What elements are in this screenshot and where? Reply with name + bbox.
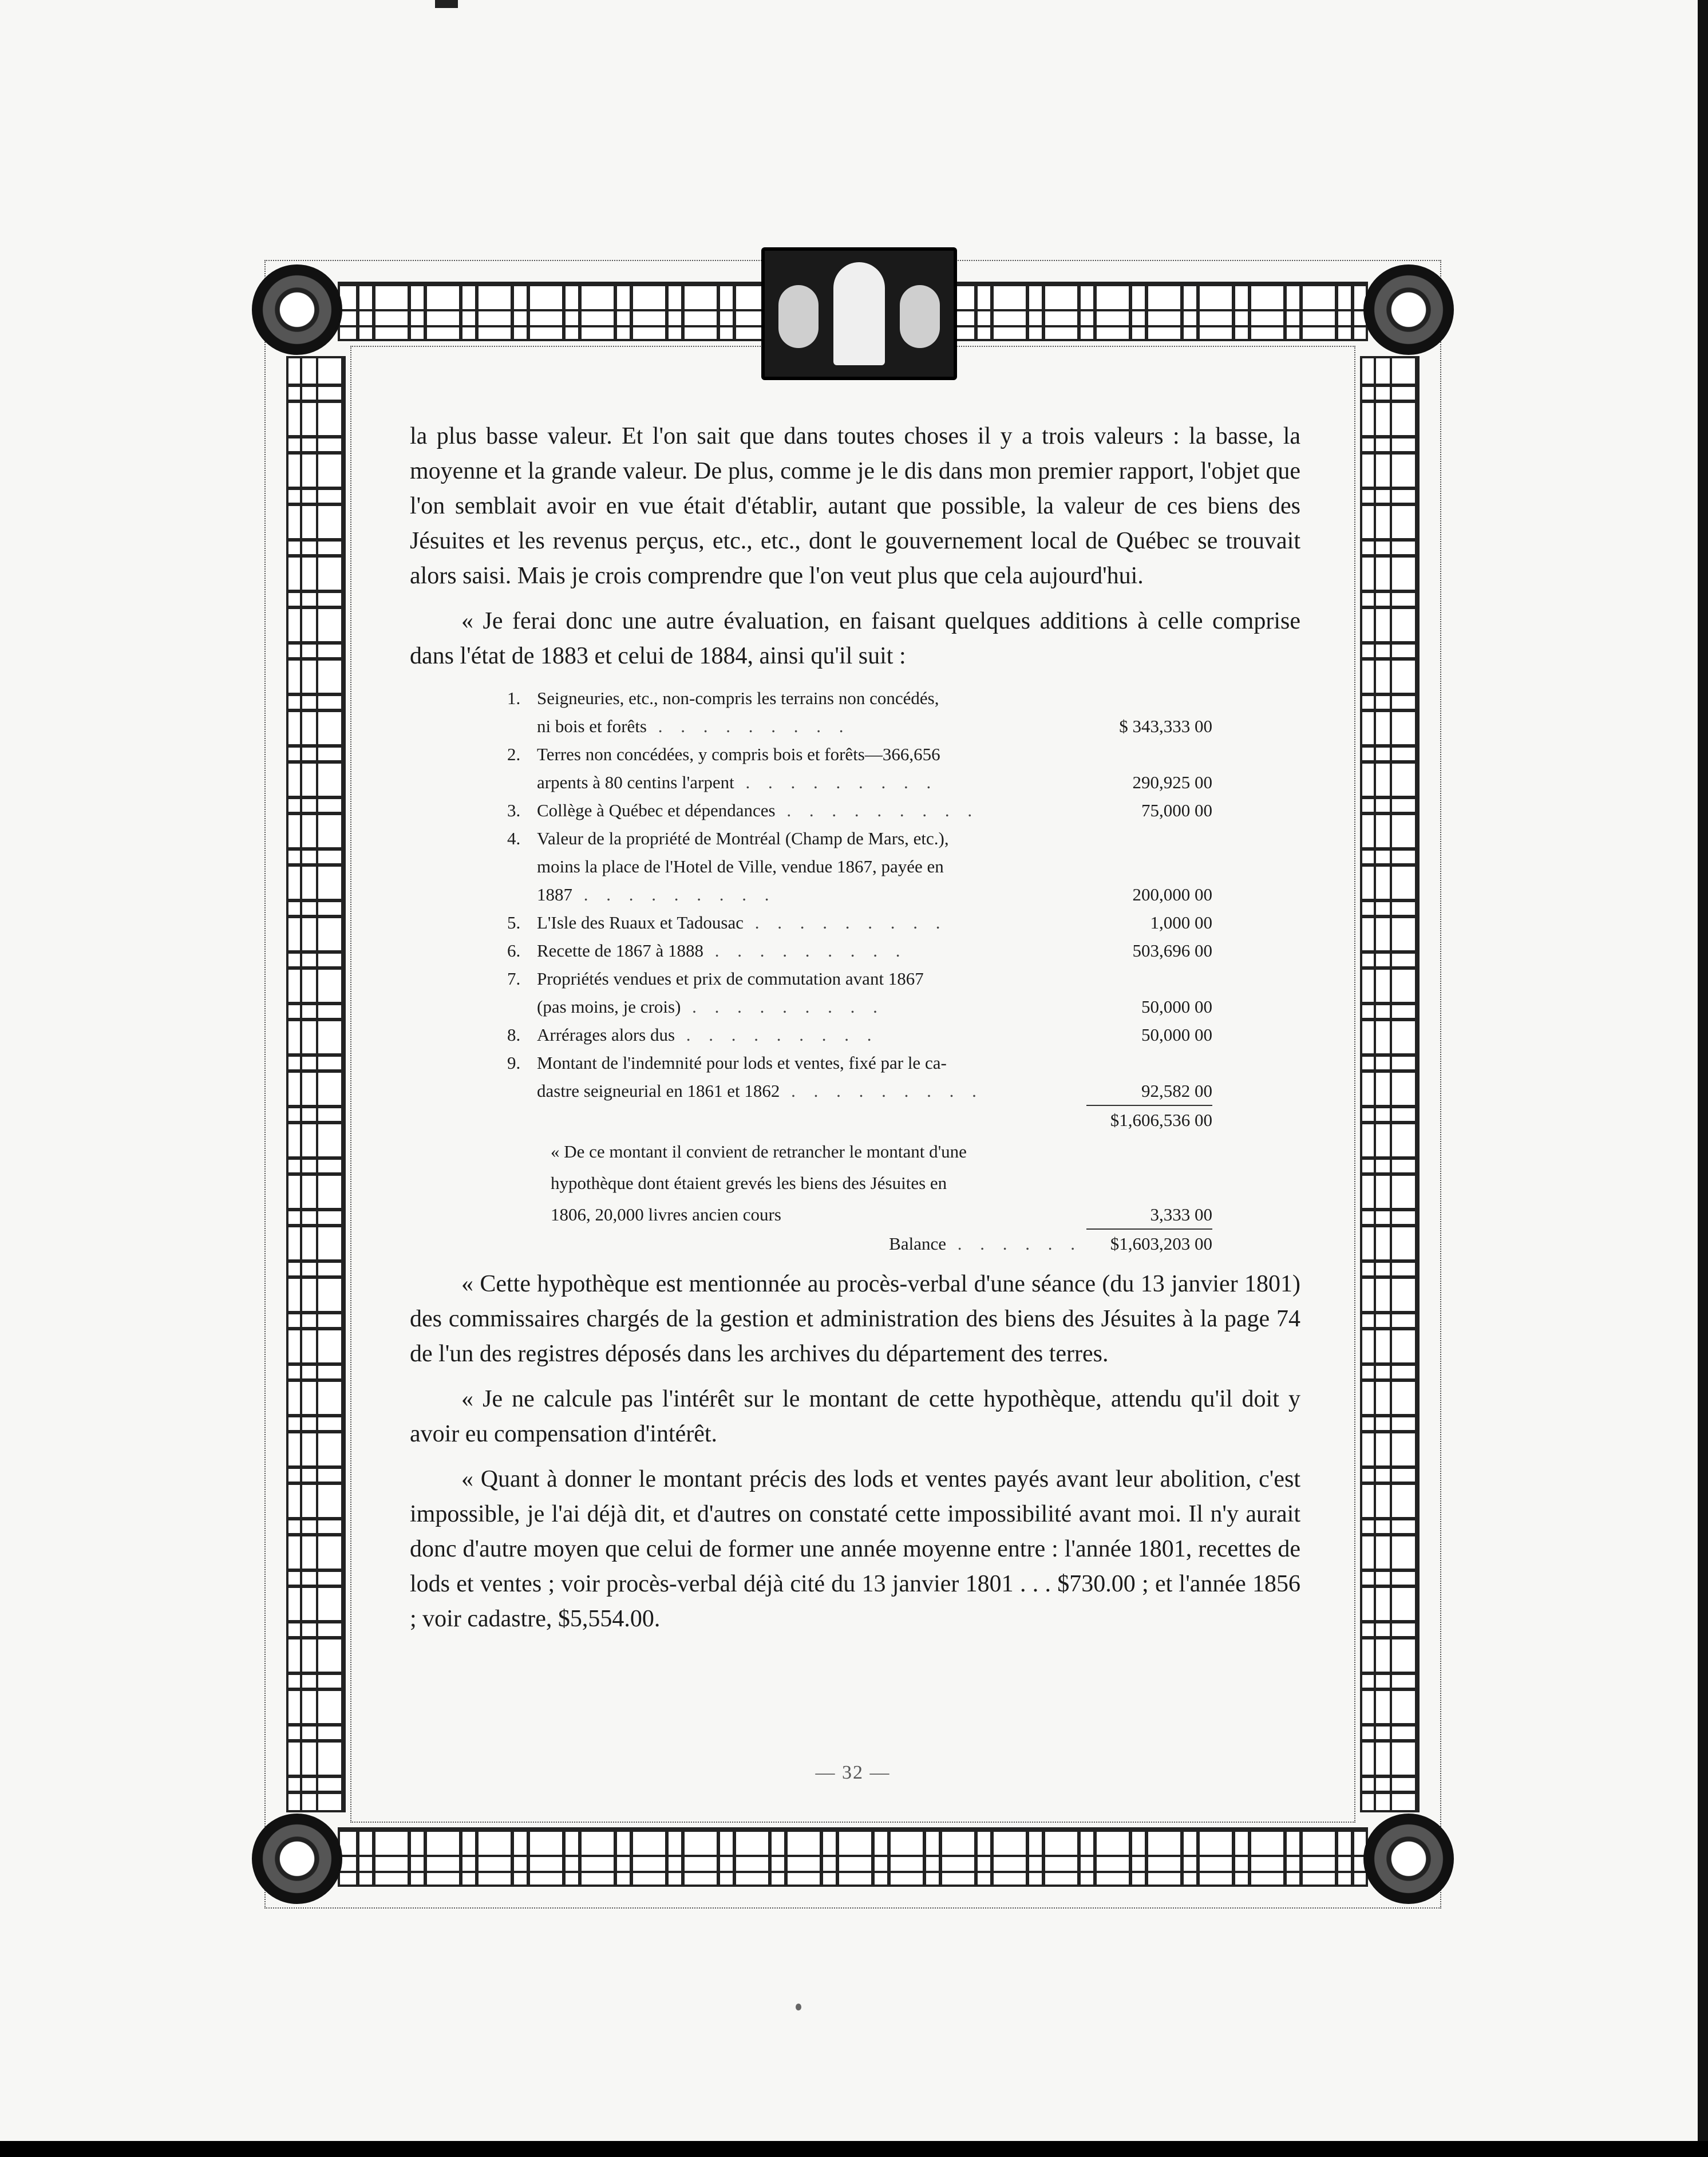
- cherub-medallion-icon: [1363, 264, 1454, 355]
- item-description-line: L'Isle des Ruaux et Tadousac: [537, 912, 744, 933]
- item-amount: 50,000 00: [1141, 997, 1212, 1017]
- valuation-table: [507, 684, 1212, 1258]
- item-description: [537, 824, 1086, 852]
- greek-key-band-left: [286, 356, 346, 1812]
- item-amount: $ 343,333 00: [1119, 716, 1212, 736]
- table-row: [507, 824, 1212, 852]
- page-body: [410, 419, 1300, 1647]
- item-description-line: Montant de l'indemnité pour lods et ventes, fixé par le ca-: [537, 1053, 947, 1073]
- item-description: Collège à Québec et dépendances . . . . . . . . .: [537, 800, 979, 820]
- paragraph: la plus basse valeur. Et l'on sait que dans toutes choses il y a trois valeurs : la basse, la moyenne et la grande valeur. De plus, comme je le dis dans mon premier rapport, l'objet que l'on semblait avoir en vue était d'établir, autant que possible, la valeur de ces biens des Jésuites et les revenus perçus, etc., etc., dont le gouvernement local de Québec se trouvait alors saisi. Mais je crois comprendre que l'on veut plus que cela aujourd'hui.: [410, 423, 1300, 589]
- item-number: 2.: [507, 744, 521, 764]
- item-description-line: dastre seigneurial en 1861 et 1862: [537, 1081, 780, 1101]
- deduction-row: [507, 1137, 1212, 1166]
- item-description: ni bois et forêts . . . . . . . . .: [537, 716, 851, 736]
- paragraph: « Je ne calcule pas l'intérêt sur le montant de cette hypothèque, attendu qu'il doit y avoir eu compensation d'intérêt.: [410, 1386, 1300, 1447]
- balance-amount: $1,603,203 00: [1086, 1228, 1212, 1258]
- paragraph: « Je ferai donc une autre évaluation, en faisant quelques additions à celle comprise dans l'état de 1883 et celui de 1884, ainsi qu'il suit :: [410, 608, 1300, 669]
- item-description-line: Collège à Québec et dépendances: [537, 800, 776, 820]
- total-row: [507, 1105, 1212, 1134]
- rosette-corner-icon: [252, 1814, 342, 1904]
- item-description-line: Propriétés vendues et prix de commutation avant 1867: [537, 969, 924, 989]
- item-description-line: Arrérages alors dus: [537, 1025, 675, 1045]
- table-row: [507, 993, 1212, 1021]
- table-row: [507, 937, 1212, 965]
- item-description-line: Valeur de la propriété de Montréal (Champ de Mars, etc.),: [537, 828, 949, 848]
- item-description: [537, 1049, 1086, 1077]
- table-row: [507, 1077, 1212, 1105]
- item-description: [537, 740, 1086, 768]
- item-description: dastre seigneurial en 1861 et 1862 . . . . . . . . .: [537, 1081, 983, 1101]
- item-amount: 75,000 00: [1141, 800, 1212, 820]
- item-amount: 503,696 00: [1132, 941, 1212, 961]
- item-amount: 200,000 00: [1132, 884, 1212, 904]
- table-row: [507, 880, 1212, 908]
- item-description: L'Isle des Ruaux et Tadousac . . . . . . . . .: [537, 912, 947, 933]
- item-description: [537, 684, 1086, 712]
- item-description: [537, 852, 1086, 880]
- deduction-description: 1806, 20,000 livres ancien cours: [551, 1204, 781, 1224]
- balance-label: Balance: [889, 1234, 946, 1254]
- item-number: 4.: [507, 828, 521, 848]
- item-number: 3.: [507, 800, 521, 820]
- item-amount: 92,582 00: [1141, 1081, 1212, 1101]
- binding-mark: [435, 0, 458, 8]
- item-description: (pas moins, je crois) . . . . . . . . .: [537, 997, 884, 1017]
- item-description: Arrérages alors dus . . . . . . . . .: [537, 1025, 879, 1045]
- item-amount: 50,000 00: [1141, 1025, 1212, 1045]
- balance-row: Balance . . . . . . $1,603,203 00: [507, 1228, 1212, 1258]
- item-number: 9.: [507, 1053, 521, 1073]
- enthroned-figure-icon: [833, 262, 885, 365]
- table-row: [507, 740, 1212, 768]
- cherub-figure-icon: [778, 285, 819, 348]
- greek-key-band-bottom: [338, 1827, 1368, 1887]
- table-row: [507, 908, 1212, 937]
- lyre-medallion-icon: [252, 264, 342, 355]
- item-amount: 1,000 00: [1150, 912, 1212, 933]
- item-description-line: ni bois et forêts: [537, 716, 647, 736]
- item-number: 6.: [507, 941, 521, 961]
- table-row: [507, 796, 1212, 824]
- item-description-line: moins la place de l'Hotel de Ville, vendue 1867, payée en: [537, 856, 944, 876]
- seated-figure-vignette-icon: [761, 247, 957, 380]
- paragraph: « Cette hypothèque est mentionnée au procès-verbal d'une séance (du 13 janvier 1801) des commissaires chargés de la gestion et administration des biens des Jésuites à la page 74 de l'un des registres déposés dans les archives du département des terres.: [410, 1271, 1300, 1367]
- item-description-line: (pas moins, je crois): [537, 997, 681, 1017]
- table-row: [507, 852, 1212, 880]
- deduction-amount: 3,333 00: [1150, 1204, 1212, 1224]
- item-description-line: Terres non concédées, y compris bois et forêts—366,656: [537, 744, 940, 764]
- item-number: 5.: [507, 912, 521, 933]
- item-number: 1.: [507, 688, 521, 708]
- ink-speck: [796, 2004, 801, 2010]
- table-row: [507, 768, 1212, 796]
- page-edge-shadow: [1698, 0, 1708, 2141]
- item-number: 8.: [507, 1025, 521, 1045]
- item-description-line: 1887: [537, 884, 572, 904]
- page-number: — 32 —: [815, 1762, 891, 1783]
- item-description: [537, 965, 1086, 993]
- table-row: [507, 712, 1212, 740]
- item-number: 7.: [507, 969, 521, 989]
- item-description: Recette de 1867 à 1888 . . . . . . . . .: [537, 941, 907, 961]
- deduction-description: hypothèque dont étaient grevés les biens des Jésuites en: [551, 1173, 947, 1193]
- cherub-figure-icon: [900, 285, 940, 348]
- table-row: [507, 1049, 1212, 1077]
- item-description: arpents à 80 centins l'arpent . . . . . . . . .: [537, 772, 938, 792]
- table-row: [507, 965, 1212, 993]
- deduction-row: [507, 1169, 1212, 1197]
- paragraph: « Quant à donner le montant précis des lods et ventes payés avant leur abolition, c'est impossible, je l'ai déjà dit, et d'autres on constaté cette impossibilité avant moi. Il n'y aurait donc d'autre moyen que celui de former une année moyenne entre : l'année 1801, recettes de lods et ventes ; voir procès-verbal déjà cité du 13 janvier 1801 . . . $730.00 ; et l'année 1856 ; voir cadastre, $5,554.00.: [410, 1466, 1300, 1632]
- item-description: 1887 . . . . . . . . .: [537, 884, 776, 904]
- table-row: [507, 1021, 1212, 1049]
- total-amount: $1,606,536 00: [1086, 1105, 1212, 1134]
- rosette-corner-icon: [1363, 1814, 1454, 1904]
- table-row: [507, 684, 1212, 712]
- deduction-row: [507, 1200, 1212, 1228]
- deduction-description: « De ce montant il convient de retrancher le montant d'une: [551, 1141, 967, 1162]
- item-amount: 290,925 00: [1132, 772, 1212, 792]
- item-description-line: Seigneuries, etc., non-compris les terrains non concédés,: [537, 688, 939, 708]
- item-description-line: Recette de 1867 à 1888: [537, 941, 703, 961]
- greek-key-band-right: [1360, 356, 1420, 1812]
- item-description-line: arpents à 80 centins l'arpent: [537, 772, 734, 792]
